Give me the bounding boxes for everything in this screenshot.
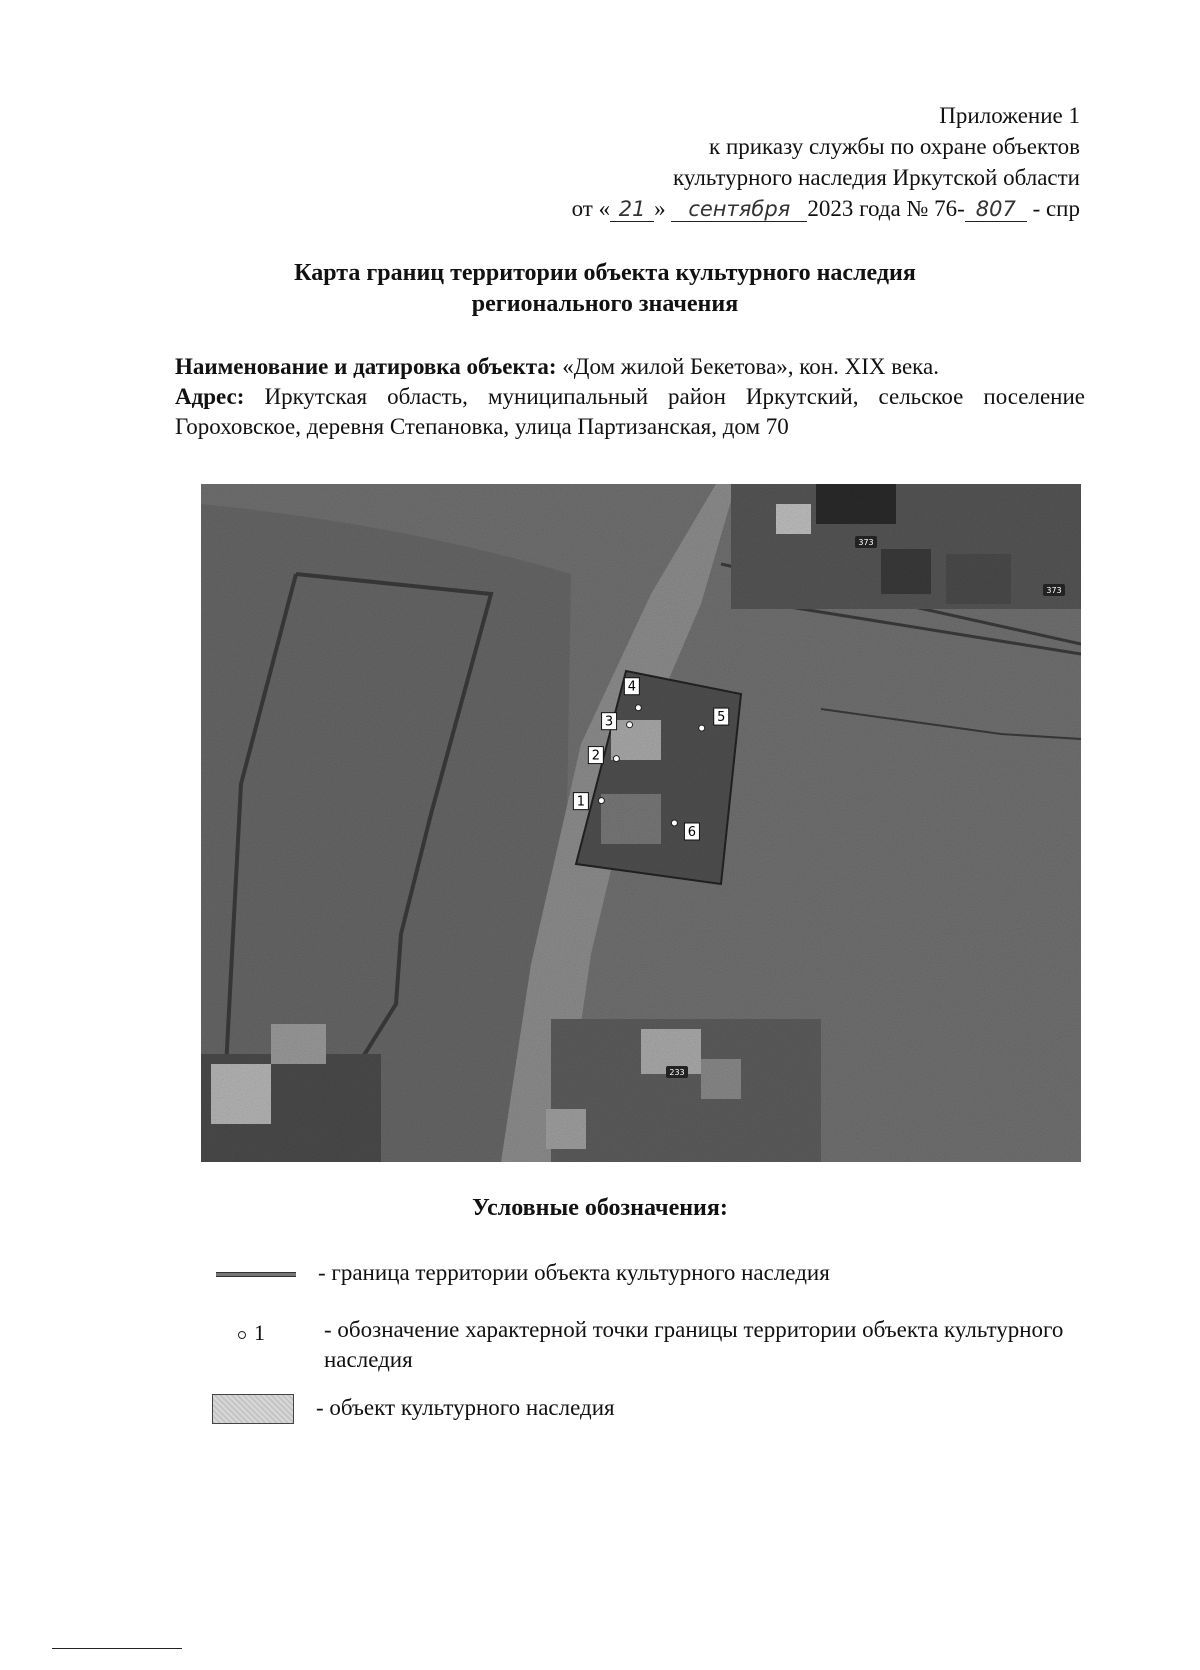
handwritten-month: сентября bbox=[671, 197, 807, 222]
object-name-row bbox=[175, 352, 1085, 382]
boundary-point-label: 6 bbox=[687, 825, 697, 840]
heritage-object-swatch bbox=[212, 1394, 294, 1424]
legend-boundary-text: - граница территории объекта культурного наследия bbox=[318, 1260, 830, 1285]
boundary-point-label: 3 bbox=[604, 714, 614, 730]
object-address-value: Иркутская область, муниципальный район Иркутский, сельское поселение Гороховское, деревня Степановка, улица Партизанская, дом 70 bbox=[175, 384, 1085, 439]
legend-point-text: - обозначение характерной точки границы территории объекта культурного наследия bbox=[324, 1317, 1064, 1372]
appendix-title: Приложение 1 bbox=[939, 103, 1080, 128]
object-name-value: «Дом жилой Бекетова», кон. XIX века. bbox=[562, 354, 939, 379]
map-imagery bbox=[201, 484, 1081, 1162]
satellite-map bbox=[201, 484, 1081, 1162]
boundary-point-symbol bbox=[238, 1320, 265, 1346]
order-suffix: - спр bbox=[1032, 196, 1080, 221]
date-prefix: от « bbox=[571, 196, 611, 221]
title-line-1: Карта границ территории объекта культурного наследия bbox=[294, 260, 916, 286]
house-number-label: 373 bbox=[858, 538, 874, 547]
title-line-2: регионального значения bbox=[471, 291, 739, 317]
boundary-point-3 bbox=[627, 722, 633, 728]
boundary-point-5 bbox=[699, 725, 705, 731]
boundary-point-label: 1 bbox=[576, 794, 586, 810]
house-number-label: 373 bbox=[1046, 586, 1062, 595]
boundary-point-label: 2 bbox=[591, 748, 601, 764]
object-name-label: Наименование и датировка объекта: bbox=[175, 354, 557, 379]
house-number-label: 233 bbox=[669, 1068, 685, 1077]
boundary-line-symbol bbox=[216, 1272, 296, 1277]
appendix-header bbox=[572, 100, 1080, 224]
boundary-point-4 bbox=[635, 705, 641, 711]
object-address-row bbox=[175, 382, 1085, 442]
object-address-label: Адрес: bbox=[175, 384, 245, 409]
handwritten-day: 21 bbox=[610, 197, 654, 222]
legend-title: Условные обозначения: bbox=[472, 1195, 728, 1221]
document-title bbox=[170, 258, 1040, 320]
point-dot-icon bbox=[238, 1331, 246, 1339]
date-year: 2023 года № 76- bbox=[807, 196, 965, 221]
appendix-line-3: культурного наследия Иркутской области bbox=[673, 165, 1080, 190]
handwritten-order-number: 807 bbox=[965, 197, 1027, 222]
boundary-point-6 bbox=[671, 820, 677, 826]
map-svg bbox=[201, 484, 1081, 1162]
order-date-line bbox=[572, 193, 1080, 224]
object-building bbox=[611, 720, 661, 760]
appendix-line-2: к приказу службы по охране объектов bbox=[709, 134, 1080, 159]
boundary-point-label: 4 bbox=[627, 679, 637, 695]
object-info bbox=[175, 352, 1085, 442]
boundary-point-label: 5 bbox=[717, 710, 726, 726]
date-mid: » bbox=[654, 196, 666, 221]
boundary-point-2 bbox=[613, 756, 619, 762]
legend-object-text: - объект культурного наследия bbox=[316, 1395, 615, 1420]
boundary-point-1 bbox=[598, 798, 604, 804]
footer-rule bbox=[52, 1648, 182, 1649]
point-symbol-number: 1 bbox=[254, 1320, 265, 1345]
